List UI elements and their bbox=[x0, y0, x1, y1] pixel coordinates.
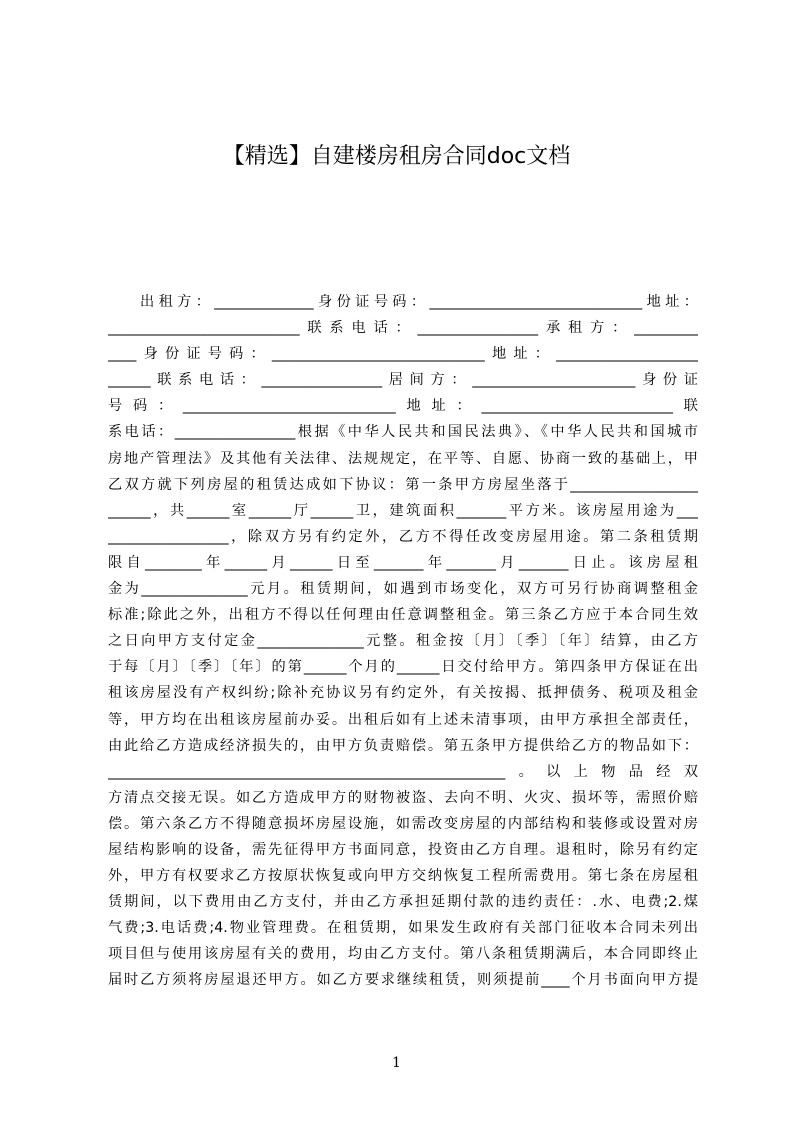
contract-body bbox=[108, 289, 698, 994]
contract-text-line: 偿。第六条乙方不得随意损坏房屋设施，如需改变房屋的内部结构和装修或设置对房 bbox=[108, 815, 698, 832]
contract-text-line: 之日向甲方支付定金_______________元整。租金按〔月〕〔季〕〔年〕结算，由乙方 bbox=[108, 633, 698, 650]
contract-text-line: _________________，除双方另有约定外，乙方不得任改变房屋用途。第二条租赁期 bbox=[108, 528, 698, 545]
contract-text-line: 乙双方就下列房屋的租赁达成如下协议：第一条甲方房屋坐落于__________________ bbox=[108, 476, 698, 493]
contract-text-line: 于每〔月〕〔季〕〔年〕的第______个月的______日交付给甲方。第四条甲方保证在出 bbox=[108, 659, 698, 676]
contract-text-line: 届时乙方须将房屋退还甲方。如乙方要求继续租赁，则须提前____个月书面向甲方提 bbox=[108, 972, 698, 989]
contract-text-line: 方清点交接无误。如乙方造成甲方的财物被盗、去向不明、火灾、损坏等，需照价赔 bbox=[108, 789, 698, 806]
contract-text-line: 由此给乙方造成经济损失的，由甲方负责赔偿。第五条甲方提供给乙方的物品如下： bbox=[108, 737, 698, 754]
contract-text-line: ___________________________联系电话：_________________承租方：_________ bbox=[108, 320, 698, 337]
contract-text-line: ______联系电话：_________________居间方：_______________________身份证 bbox=[108, 372, 698, 389]
contract-text-line: 标准;除此之外，出租方不得以任何理由任意调整租金。第三条乙方应于本合同生效 bbox=[108, 607, 698, 624]
contract-text-line: 号码：______________________________地址：___________________________联 bbox=[108, 398, 698, 415]
document-title: 【精选】自建楼房租房合同doc文档 bbox=[222, 144, 571, 169]
contract-text-line: 等，甲方均在出租该房屋前办妥。出租后如有上述未清事项，由甲方承担全部责任， bbox=[108, 711, 698, 728]
contract-text-line: 系电话：_________________根据《中华人民共和国民法典》、《中华人民共和国城市 bbox=[108, 424, 698, 441]
contract-text-line: 金为_______________元月。租赁期间，如遇到市场变化，双方可另行协商调整租金 bbox=[108, 581, 698, 598]
contract-text-line: 屋结构影响的设备，需先征得甲方书面同意，投资由乙方自理。退租时，除另有约定 bbox=[108, 841, 698, 858]
contract-text-line: 限自________年______月______日至_______年_______月_______日止。该房屋租 bbox=[108, 554, 698, 571]
contract-text-line: 项目但与使用该房屋有关的费用，均由乙方支付。第八条租赁期满后，本合同即终止 bbox=[108, 946, 698, 963]
contract-text-line: 出租方：______________身份证号码：______________________________地址： bbox=[140, 294, 698, 310]
contract-text-line: 外，甲方有权要求乙方按原状恢复或向甲方交纳恢复工程所需费用。第七条在房屋租 bbox=[108, 868, 698, 885]
contract-text-line: 房地产管理法》及其他有关法律、法规规定，在平等、自愿、协商一致的基础上，甲 bbox=[108, 450, 698, 467]
contract-text-line: ________________________________________________________。以上物品经双 bbox=[108, 763, 698, 780]
contract-text-line: 赁期间，以下费用由乙方支付，并由乙方承担延期付款的违约责任：.水、电费;2.煤 bbox=[108, 894, 698, 911]
page-number: 1 bbox=[392, 1055, 401, 1071]
contract-text-line: 气费;3.电话费;4.物业管理费。在租赁期，如果发生政府有关部门征收本合同未列出 bbox=[108, 920, 698, 937]
contract-text-line: 租该房屋没有产权纠纷;除补充协议另有约定外，有关按揭、抵押债务、税项及租金 bbox=[108, 685, 698, 702]
contract-text-line: ____身份证号码：______________________________地址：____________________ bbox=[108, 346, 698, 363]
contract-text-line: ______，共______室______厅______卫，建筑面积_______平方米。该房屋用途为___ bbox=[108, 502, 698, 519]
